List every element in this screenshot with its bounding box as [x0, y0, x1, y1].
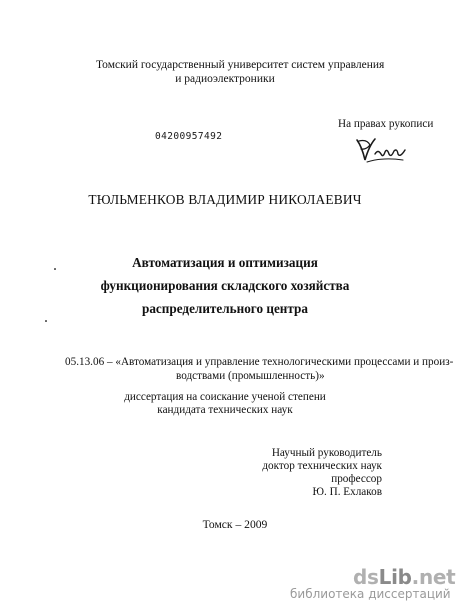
university-name-line2: и радиоэлектроники	[175, 73, 275, 85]
advisor-title: Научный руководитель	[271, 447, 382, 459]
advisor-rank: профессор	[331, 473, 382, 485]
scan-speck	[54, 268, 56, 270]
specialty-line2: водствами (промышленность)»	[176, 370, 325, 382]
dissertation-title-line1: Автоматизация и оптимизация	[132, 255, 318, 270]
manuscript-rights-label: На правах рукописи	[338, 118, 434, 130]
dissertation-title-line3: распределительного центра	[142, 301, 308, 316]
specialty-line1: 05.13.06 – «Автоматизация и управление технологическими процессами и произ-	[65, 356, 454, 368]
degree-line2: кандидата технических наук	[157, 404, 293, 416]
dissertation-title-line2: функционирования складского хозяйства	[100, 278, 350, 293]
watermark-logo-part2: Lib	[378, 565, 412, 589]
city-year: Томск – 2009	[202, 518, 268, 531]
advisor-degree: доктор технических наук	[262, 460, 382, 472]
manuscript-number: 04200957492	[155, 131, 223, 142]
university-name-line1: Томский государственный университет систем управления	[96, 59, 385, 71]
author-name: ТЮЛЬМЕНКОВ ВЛАДИМИР НИКОЛАЕВИЧ	[88, 192, 362, 207]
watermark-logo-part1: ds	[353, 565, 379, 589]
dslib-watermark-logo	[353, 565, 455, 589]
advisor-name: Ю. П. Ехлаков	[312, 486, 382, 498]
watermark-subtitle: библиотека диссертаций	[290, 587, 451, 601]
degree-line1: диссертация на соискание ученой степени	[124, 391, 326, 403]
watermark-logo-part3: .net	[411, 565, 456, 589]
author-signature	[353, 136, 408, 166]
scan-speck	[45, 320, 47, 322]
